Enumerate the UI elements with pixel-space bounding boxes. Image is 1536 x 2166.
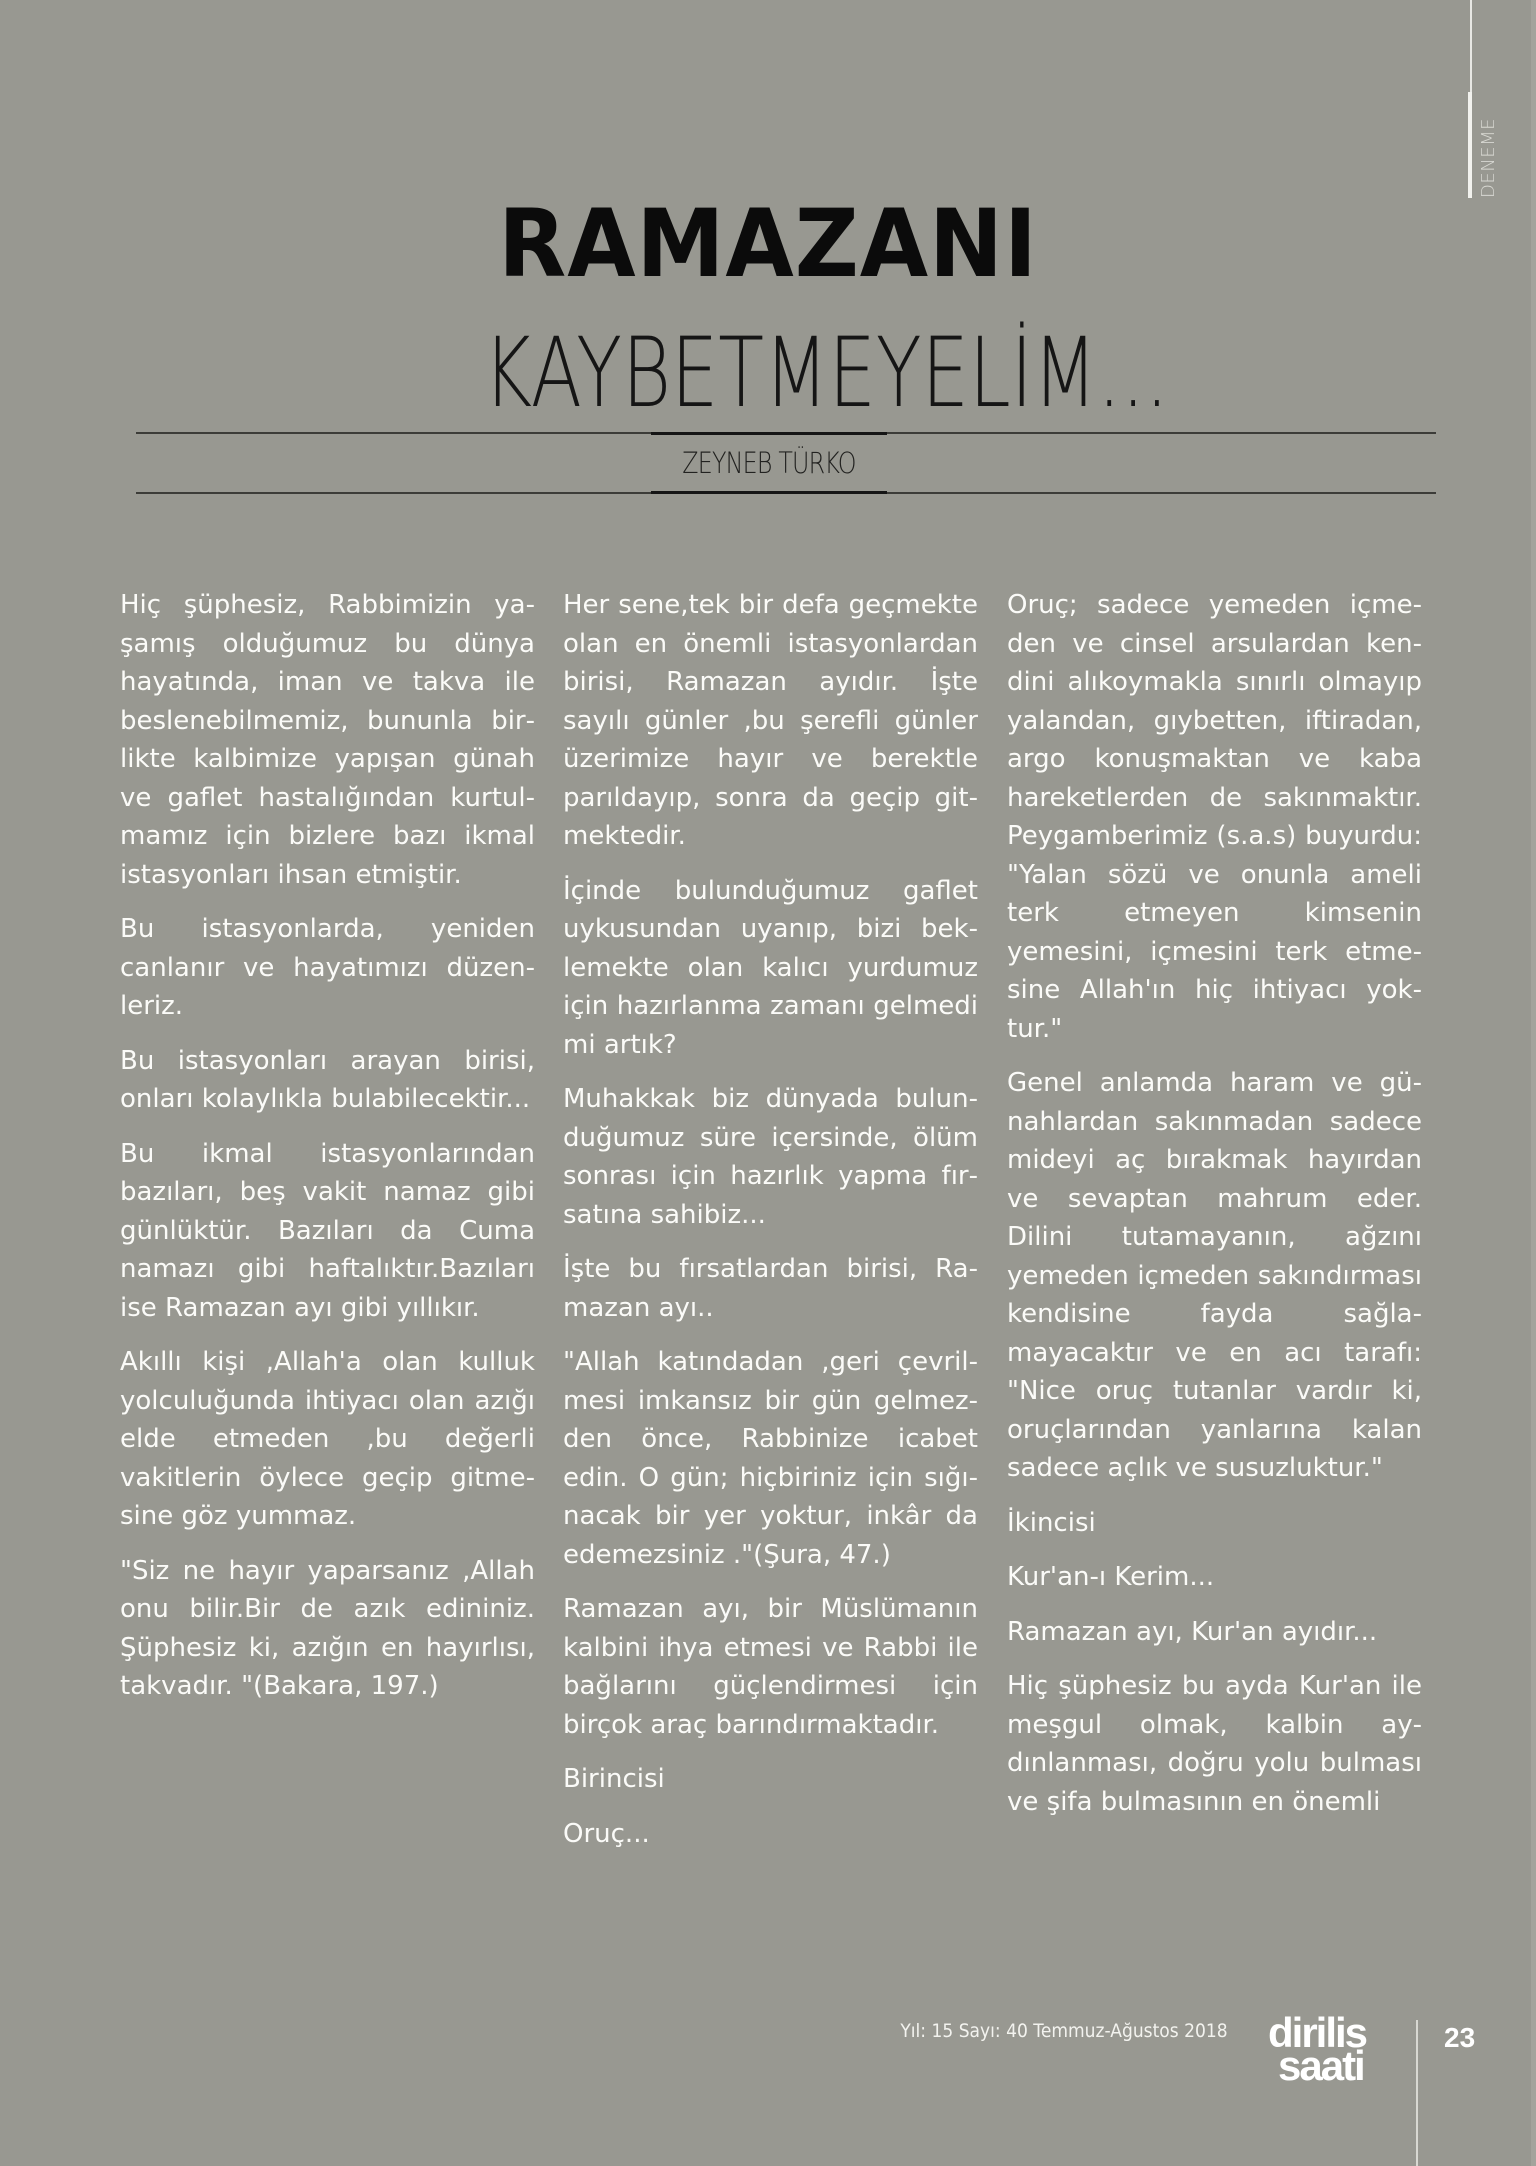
paragraph: "Allah katındadan ,geri çevrilmesi imkansız bir gün gelmezden önce, Rabbinize icabet edin. O gün; hiçbiriniz için sığınacak bir yer yoktur, inkâr da edemezsiniz ."(Şura, 47.): [563, 1347, 978, 1570]
article-subtitle: KAYBETMEYELİM...: [483, 317, 1169, 429]
paragraph: Hiç şüphesiz bu ayda Kur'an ile meşgul olmak, kalbin aydınlanması, doğru yolu bulması ve şifa bulmasının en önemli: [1007, 1671, 1422, 1817]
section-label: DENEME: [1478, 118, 1499, 198]
paragraph: "Siz ne hayır yaparsanız ,Allah onu bilir.Bir de azık edininiz. Şüphesiz ki, azığın en hayırlısı, takvadır. "(Bakara, 197.): [120, 1555, 535, 1701]
paragraph: Ramazan ayı, Kur'an ayıdır...: [1007, 1616, 1378, 1647]
paragraph: Oruç; sadece yemeden içmeden ve cinsel arsulardan kendini alıkoymakla sınırlı olmayıp yalandan, gıybetten, iftiradan, argo konuşmaktan ve kaba hareketlerden de sakınmaktır. Peygamberimiz (s.a.s) buyurdu: "Yalan sözü ve onunla ameli terk etmeyen kimsenin yemesini, içmesini terk etmesine Allah'ın hiç ihtiyacı yoktur.": [1007, 590, 1422, 1044]
paragraph: Genel anlamda haram ve günahlardan sakınmadan sadece mideyi aç bırakmak hayırdan ve sevaptan mahrum eder. Dilini tutamayanın, ağzını yemeden içmeden sakındırması kendisine fayda sağlamayacaktır ve en acı tarafı: "Nice oruç tutanlar vardır ki, oruçlarından yanlarına kalan sadece açlık ve susuzluktur.": [1007, 1068, 1422, 1483]
paragraph: Her sene,tek bir defa geçmekte olan en önemli istasyonlardan birisi, Ramazan ayıdır. İşte sayılı günler ,bu şerefli günler üzerimize hayır ve berektle parıldayıp, sonra da geçip gitmektedir.: [563, 590, 978, 851]
magazine-logo: [1268, 2009, 1398, 2089]
author-bar-bottom: [651, 491, 887, 494]
paragraph: Bu ikmal istasyonlarından bazıları, beş vakit namaz gibi günlüktür. Bazıları da Cuma namazı gibi haftalıktır.Bazıları ise Ramazan ayı gibi yıllıkır.: [120, 1138, 535, 1323]
author-bar-top: [651, 432, 887, 435]
paragraph: Akıllı kişi ,Allah'a olan kulluk yolculuğunda ihtiyacı olan azığı elde etmeden ,bu değerli vakitlerin öylece geçip gitmesine göz yummaz.: [120, 1347, 535, 1531]
paragraph: İçinde bulunduğumuz gaflet uykusundan uyanıp, bizi beklemekte olan kalıcı yurdumuz için hazırlanma zamanı gelmedi mi artık?: [563, 875, 978, 1060]
section-marker-bar: [1468, 92, 1472, 198]
paragraph: Ramazan ayı, bir Müslümanın kalbini ihya etmesi ve Rabbi ile bağlarını güçlendirmesi için birçok araç barındırmaktadır.: [563, 1594, 978, 1740]
text-column-1: [120, 586, 535, 1722]
text-column-3: [1007, 586, 1422, 1837]
paragraph: Bu istasyonları arayan birisi, onları kolaylıkla bulabilecektir...: [120, 1045, 535, 1114]
author-name: ZEYNEB TÜRKO: [682, 446, 856, 480]
paragraph: Kur'an-ı Kerim...: [1007, 1562, 1215, 1592]
footer-divider: [1416, 2020, 1418, 2166]
paragraph: Oruç...: [563, 1818, 650, 1849]
page-edge-strip: [1531, 0, 1536, 2166]
logo-line-1: dirilis: [1268, 2009, 1367, 2056]
paragraph: Bu istasyonlarda, yeniden canlanır ve hayatımızı düzenleriz.: [120, 914, 535, 1021]
logo-line-2: saati: [1278, 2042, 1364, 2089]
paragraph: Muhakkak biz dünyada bulunduğumuz süre içersinde, ölüm sonrası için hazırlık yapma fırsatına sahibiz...: [563, 1084, 978, 1230]
article-title: RAMAZANI: [498, 190, 1038, 299]
paragraph: İkincisi: [1007, 1507, 1096, 1538]
text-column-2: [563, 586, 978, 1869]
issue-info: Yıl: 15 Sayı: 40 Temmuz-Ağustos 2018: [900, 2020, 1228, 2042]
paragraph: Hiç şüphesiz, Rabbimizin yaşamış olduğumuz bu dünya hayatında, iman ve takva ile beslenebilmemiz, bununla birlikte kalbimize yapışan günah ve gaflet hastalığından kurtulmamız için bizlere bazı ikmal istasyonları ihsan etmiştir.: [120, 590, 535, 890]
page-number: 23: [1444, 2022, 1476, 2053]
paragraph: İşte bu fırsatlardan birisi, Ramazan ayı..: [563, 1254, 978, 1323]
paragraph: Birincisi: [563, 1764, 665, 1794]
